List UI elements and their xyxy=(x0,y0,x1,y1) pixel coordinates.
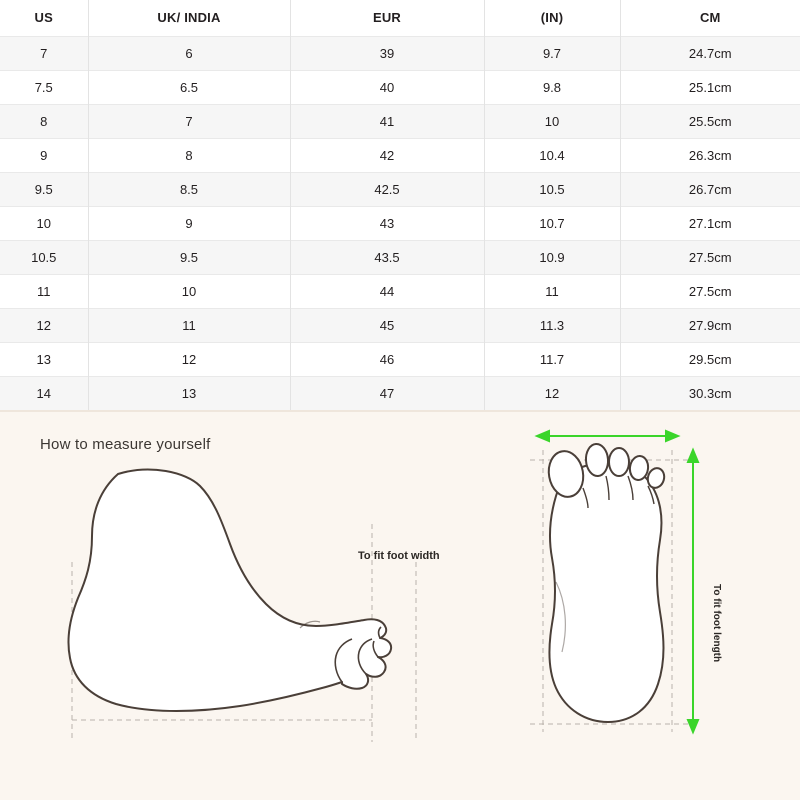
cell-uk-india: 9 xyxy=(88,207,290,241)
table-row xyxy=(0,139,800,173)
table-row xyxy=(0,343,800,377)
cell-uk-india: 6 xyxy=(88,37,290,71)
cell-uk-india: 8 xyxy=(88,139,290,173)
cell-in: 11.3 xyxy=(484,309,620,343)
table-header-row xyxy=(0,0,800,37)
cell-cm: 27.5cm xyxy=(620,241,800,275)
cell-eur: 40 xyxy=(290,71,484,105)
cell-in: 9.8 xyxy=(484,71,620,105)
cell-eur: 44 xyxy=(290,275,484,309)
table-row xyxy=(0,309,800,343)
cell-eur: 43.5 xyxy=(290,241,484,275)
fit-foot-length-label: To fit foot length xyxy=(711,584,722,663)
how-to-measure-section xyxy=(0,410,800,800)
cell-cm: 26.3cm xyxy=(620,139,800,173)
cell-us: 10 xyxy=(0,207,88,241)
cell-eur: 42 xyxy=(290,139,484,173)
cell-in: 10 xyxy=(484,105,620,139)
width-arrow xyxy=(537,431,678,441)
column-header-us: US xyxy=(0,0,88,37)
cell-us: 11 xyxy=(0,275,88,309)
cell-us: 14 xyxy=(0,377,88,411)
cell-us: 7 xyxy=(0,37,88,71)
sole-foot-illustration xyxy=(530,443,700,732)
cell-eur: 43 xyxy=(290,207,484,241)
cell-eur: 41 xyxy=(290,105,484,139)
cell-us: 13 xyxy=(0,343,88,377)
table-row xyxy=(0,37,800,71)
cell-uk-india: 12 xyxy=(88,343,290,377)
measurement-illustrations xyxy=(0,412,800,772)
table-row xyxy=(0,71,800,105)
cell-cm: 27.5cm xyxy=(620,275,800,309)
side-foot-illustration xyxy=(68,470,416,742)
cell-uk-india: 6.5 xyxy=(88,71,290,105)
cell-in: 10.7 xyxy=(484,207,620,241)
table-row xyxy=(0,241,800,275)
column-header-eur: EUR xyxy=(290,0,484,37)
column-header-in: (IN) xyxy=(484,0,620,37)
cell-in: 9.7 xyxy=(484,37,620,71)
table-row xyxy=(0,377,800,411)
cell-in: 11.7 xyxy=(484,343,620,377)
cell-uk-india: 13 xyxy=(88,377,290,411)
cell-cm: 26.7cm xyxy=(620,173,800,207)
table-body xyxy=(0,37,800,411)
cell-uk-india: 8.5 xyxy=(88,173,290,207)
cell-cm: 27.1cm xyxy=(620,207,800,241)
cell-us: 8 xyxy=(0,105,88,139)
cell-eur: 47 xyxy=(290,377,484,411)
cell-cm: 29.5cm xyxy=(620,343,800,377)
cell-in: 11 xyxy=(484,275,620,309)
cell-in: 10.9 xyxy=(484,241,620,275)
table-row xyxy=(0,105,800,139)
cell-eur: 39 xyxy=(290,37,484,71)
cell-uk-india: 10 xyxy=(88,275,290,309)
cell-in: 10.5 xyxy=(484,173,620,207)
cell-us: 12 xyxy=(0,309,88,343)
measure-section-title: How to measure yourself xyxy=(40,436,211,453)
column-header-cm: CM xyxy=(620,0,800,37)
cell-us: 9 xyxy=(0,139,88,173)
cell-in: 10.4 xyxy=(484,139,620,173)
cell-cm: 24.7cm xyxy=(620,37,800,71)
length-arrow xyxy=(688,450,698,732)
cell-us: 7.5 xyxy=(0,71,88,105)
cell-uk-india: 11 xyxy=(88,309,290,343)
cell-eur: 46 xyxy=(290,343,484,377)
cell-cm: 25.5cm xyxy=(620,105,800,139)
cell-uk-india: 7 xyxy=(88,105,290,139)
fit-foot-width-label: To fit foot width xyxy=(358,550,440,562)
cell-cm: 27.9cm xyxy=(620,309,800,343)
cell-cm: 30.3cm xyxy=(620,377,800,411)
table-row xyxy=(0,275,800,309)
cell-in: 12 xyxy=(484,377,620,411)
table-row xyxy=(0,207,800,241)
cell-us: 9.5 xyxy=(0,173,88,207)
cell-cm: 25.1cm xyxy=(620,71,800,105)
cell-us: 10.5 xyxy=(0,241,88,275)
cell-uk-india: 9.5 xyxy=(88,241,290,275)
column-header-uk-india: UK/ INDIA xyxy=(88,0,290,37)
cell-eur: 45 xyxy=(290,309,484,343)
cell-eur: 42.5 xyxy=(290,173,484,207)
table-row xyxy=(0,173,800,207)
